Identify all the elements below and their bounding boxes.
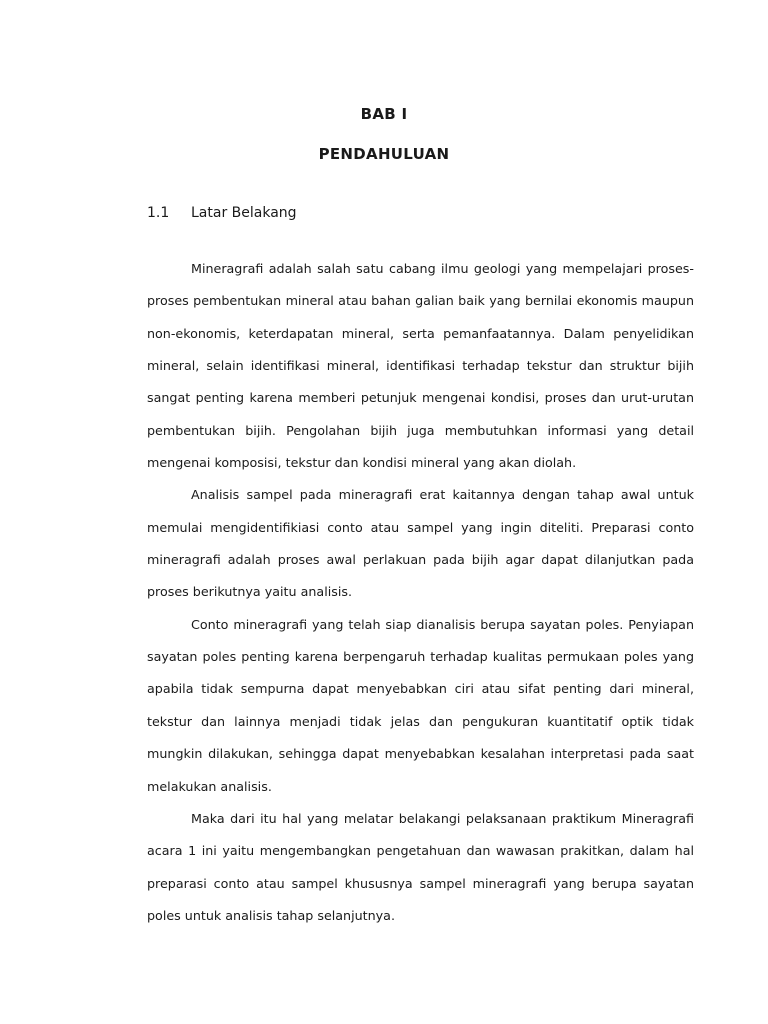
section-heading <box>147 205 297 221</box>
paragraph: Conto mineragrafi yang telah siap dianalisis berupa sayatan poles. Penyiapan sayatan poles penting karena berpengaruh terhadap kualitas permukaan poles yang apabila tidak sempurna dapat menyebabkan ciri atau sifat penting dari mineral, tekstur dan lainnya menjadi tidak jelas dan pengukuran kuantitatif optik tidak mungkin dilakukan, sehingga dapat menyebabkan kesalahan interpretasi pada saat melakukan analisis. <box>147 616 694 794</box>
paragraph: Analisis sampel pada mineragrafi erat kaitannya dengan tahap awal untuk memulai mengidentifikiasi conto atau sampel yang ingin diteliti. Preparasi conto mineragrafi adalah proses awal perlakuan pada bijih agar dapat dilanjutkan pada proses berikutnya yaitu analisis. <box>147 487 694 600</box>
paragraph: Mineragrafi adalah salah satu cabang ilmu geologi yang mempelajari proses-proses pembentukan mineral atau bahan galian baik yang bernilai ekonomis maupun non-ekonomis, keterdapatan mineral, serta pemanfaatannya. Dalam penyelidikan mineral, selain identifikasi mineral, identifikasi terhadap tekstur dan struktur bijih sangat penting karena memberi petunjuk mengenai kondisi, proses dan urut-urutan pembentukan bijih. Pengolahan bijih juga membutuhkan informasi yang detail mengenai komposisi, tekstur dan kondisi mineral yang akan diolah. <box>147 261 694 471</box>
section-title: Latar Belakang <box>191 205 297 221</box>
chapter-title: PENDAHULUAN <box>318 145 450 163</box>
section-number: 1.1 <box>147 205 170 221</box>
paragraph: Maka dari itu hal yang melatar belakangi pelaksanaan praktikum Mineragrafi acara 1 ini yaitu mengembangkan pengetahuan dan wawasan prakitkan, dalam hal preparasi conto atau sampel khususnya sampel mineragrafi yang berupa sayatan poles untuk analisis tahap selanjutnya. <box>147 810 694 923</box>
body-text <box>147 253 694 932</box>
chapter-number: BAB I <box>360 105 408 123</box>
